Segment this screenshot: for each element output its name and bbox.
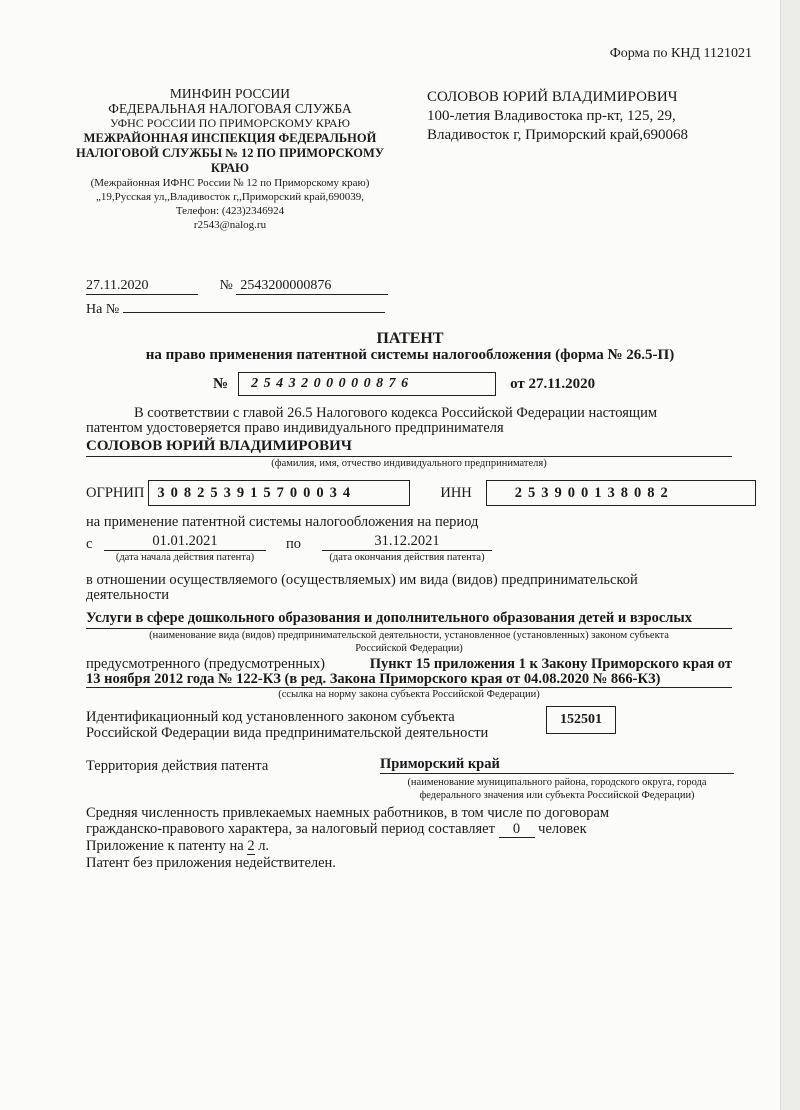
ident-text [86,709,526,741]
ident-line: Идентификационный код установленного законом субъекта [86,709,455,725]
issuer-line: „19,Русская ул,,Владивосток г,,Приморский край,690039, [95,191,365,203]
start-date-caption: (дата начала действия патента) [115,552,255,563]
law-text: Пункт 15 приложения 1 к Закону Приморского края от [369,656,732,672]
invalid-note: Патент без приложения недействителен. [86,855,336,871]
issuer-line: КРАЮ [210,161,250,175]
territory-caption-line: (наименование муниципального района, городского округа, города [407,777,707,788]
title-sub: на право применения патентной системы налогообложения (форма № 26.5-П) [145,347,675,363]
activity-caption-line: Российской Федерации) [355,643,463,654]
activity-intro-line: в отношении осуществляемого (осуществляемых) им вида (видов) предпринимательской [86,572,638,588]
workers-text: гражданско-правового характера, за налоговый период составляет [86,821,495,837]
issuer-line: МЕЖРАЙОННАЯ ИНСПЕКЦИЯ ФЕДЕРАЛЬНОЙ [83,131,377,145]
period-text: на применение патентной системы налогообложения на период [86,514,479,530]
intro-line: В соответствии с главой 26.5 Налогового кодекса Российской Федерации настоящим [134,405,658,421]
attachment-count: 2 [247,838,255,854]
intro-paragraph [86,406,728,436]
issuer-line: ФЕДЕРАЛЬНАЯ НАЛОГОВАЯ СЛУЖБА [108,101,352,116]
entrepreneur-name-caption: (фамилия, имя, отчество индивидуального предпринимателя) [271,458,547,469]
issuer-line: Телефон: (423)2346924 [175,205,285,217]
end-date-caption: (дата окончания действия патента) [329,552,485,563]
outgoing-number: 2543200000876 [236,278,388,295]
law-reference [86,657,732,688]
entrepreneur-name: СОЛОВОВ ЮРИЙ ВЛАДИМИРОВИЧ [86,438,732,457]
to-label: по [286,536,302,552]
ogrnip-inn-row [86,480,756,506]
recipient-block [427,88,688,145]
workers-line-2 [86,821,736,838]
number-label: № [219,278,233,293]
title-main: ПАТЕНТ [376,330,444,347]
patent-number-label: № [213,375,229,392]
workers-unit: человек [538,821,587,837]
territory-value: Приморский край [380,756,734,774]
patent-number-row [213,372,595,396]
reference-number-line [123,298,385,313]
end-date: 31.12.2021 [322,533,492,551]
reference-label: На № [86,302,120,317]
law-caption: (ссылка на норму закона субъекта Российской Федерации) [278,689,540,700]
law-text: 13 ноября 2012 года № 122-КЗ (в ред. Закона Приморского края от 04.08.2020 № 866-КЗ) [86,672,732,688]
form-code: Форма по КНД 1121021 [609,46,752,61]
workers-line: Средняя численность привлекаемых наемных работников, в том числе по договорам [86,805,610,821]
intro-line: патентом удостоверяется право индивидуального предпринимателя [86,420,504,436]
issuer-line: УФНС РОССИИ ПО ПРИМОРСКОМУ КРАЮ [110,116,350,130]
document-title [100,330,720,364]
territory-caption [380,776,734,802]
attachment-unit: л. [258,838,270,854]
recipient-address: Владивосток г, Приморский край,690068 [427,127,688,143]
workers-count: 0 [499,821,535,838]
outgoing-date: 27.11.2020 [86,278,198,295]
attachment-text: Приложение к патенту на [86,838,244,854]
ogrnip-box: 308253915700034 [148,480,410,506]
start-date: 01.01.2021 [104,533,266,551]
page-edge [780,0,800,1110]
law-prefix: предусмотренного (предусмотренных) [86,656,325,672]
territory-caption-line: федерального значения или субъекта Российской Федерации) [419,790,695,801]
patent-date: от 27.11.2020 [510,375,596,392]
issuer-line: r2543@nalog.ru [193,219,267,231]
issuer-line: НАЛОГОВОЙ СЛУЖБЫ № 12 ПО ПРИМОРСКОМУ [75,146,385,160]
inn-box: 253900138082 [486,480,756,506]
issuer-line: МИНФИН РОССИИ [169,86,291,101]
recipient-name: СОЛОВОВ ЮРИЙ ВЛАДИМИРОВИЧ [427,89,678,105]
activity-intro [86,573,732,603]
activity-caption [86,629,732,655]
workers-paragraph [86,805,736,871]
law-line-1 [86,657,732,672]
activity-caption-line: (наименование вида (видов) предпринимательской деятельности, установленное (установленных) законом субъекта [149,630,669,641]
ident-code-box: 152501 [546,706,616,734]
issuer-line: (Межрайонная ИФНС России № 12 по Приморскому краю) [90,177,370,189]
activity-name: Услуги в сфере дошкольного образования и дополнительного образования детей и взрослых [86,610,732,629]
outgoing-date-row [86,278,388,295]
from-label: с [86,536,93,552]
territory-label: Территория действия патента [86,758,269,774]
reference-row [86,298,385,318]
recipient-address: 100-летия Владивостока пр-кт, 125, 29, [427,108,676,124]
issuer-block [70,86,390,232]
ogrnip-label: ОГРНИП [86,484,145,501]
activity-intro-line: деятельности [86,587,170,603]
attachment-line [86,838,736,855]
inn-label: ИНН [440,484,472,501]
patent-number-box: 2543200000876 [238,372,496,396]
ident-line: Российской Федерации вида предпринимательской деятельности [86,725,489,741]
